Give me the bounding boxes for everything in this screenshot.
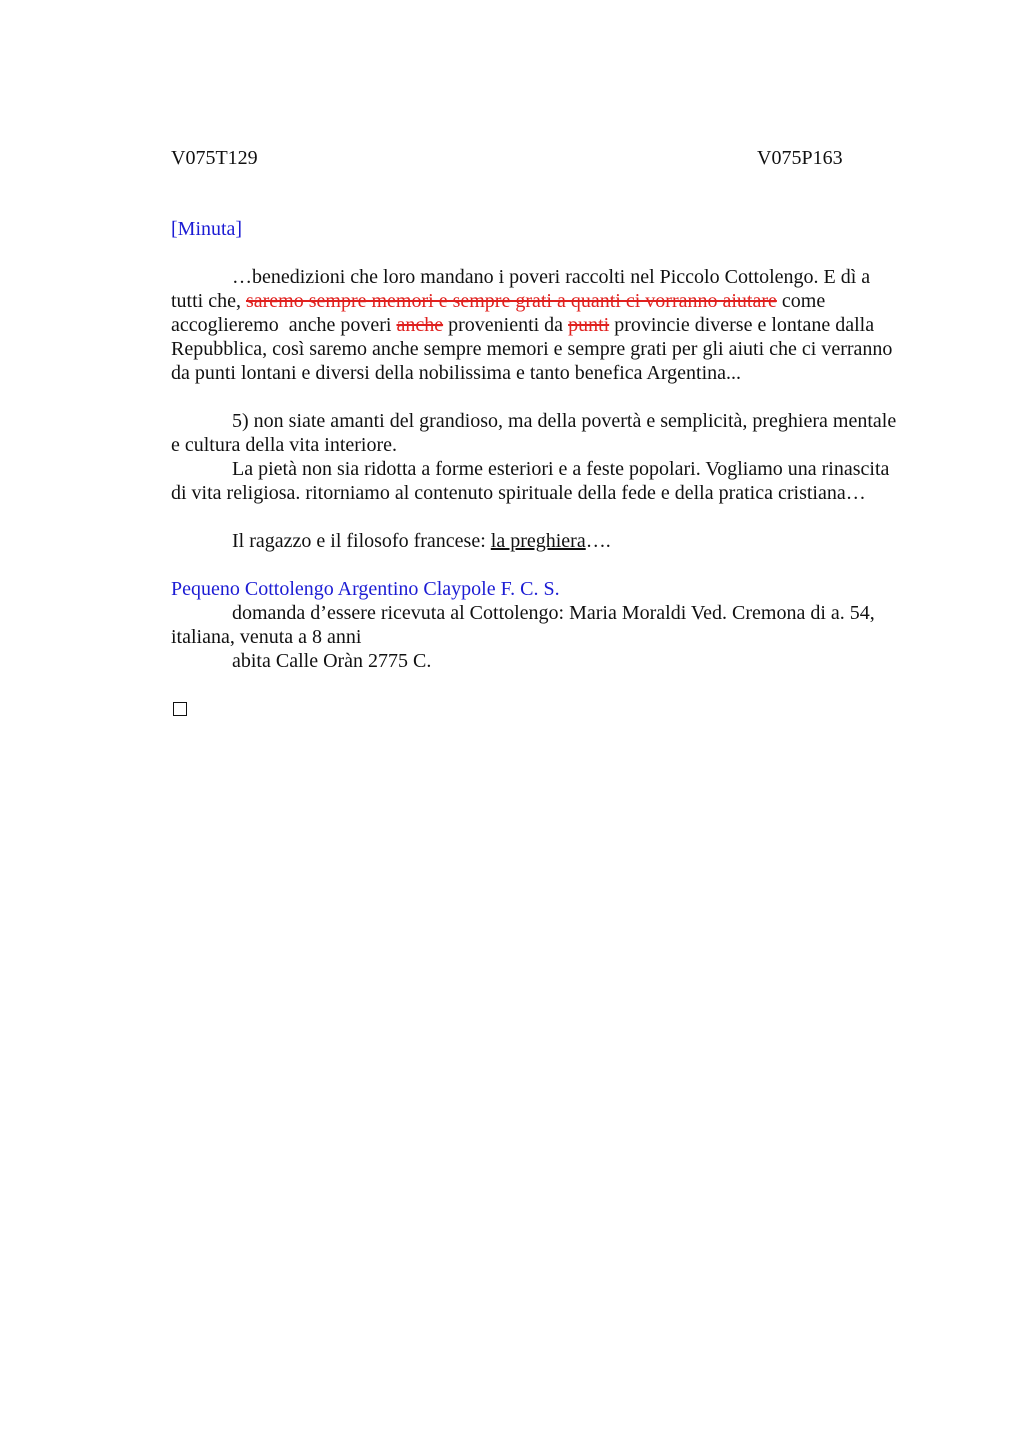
checkbox-square-icon — [173, 702, 187, 716]
struck-text: saremo sempre memori e sempre grati a quanti ci vorranno aiutare — [245, 290, 777, 312]
document-page — [171, 140, 921, 721]
paragraph-1-line-1: …benedizioni che loro mandano i poveri raccolti nel Piccolo Cottolengo. E dì a — [232, 266, 871, 288]
minuta-label: [Minuta] — [171, 218, 243, 240]
paragraph-2-line-2: e cultura della vita interiore. — [171, 434, 398, 456]
paragraph-1-line-4: Repubblica, così saremo anche sempre memori e sempre grati per gli aiuti che ci verranno — [171, 338, 893, 360]
text-segment: provincie diverse e lontane dalla — [609, 314, 875, 336]
end-marker — [171, 697, 921, 721]
section-title: Pequeno Cottolengo Argentino Claypole F. C. S. — [171, 578, 560, 600]
paragraph-3 — [171, 529, 921, 553]
text-segment: come — [776, 290, 826, 312]
paragraph-1-line-5: da punti lontani e diversi della nobilissima e tanto benefica Argentina... — [171, 362, 742, 384]
text-segment: …. — [585, 530, 611, 552]
paragraph-1-line-3 — [171, 313, 921, 337]
paragraph-1 — [171, 265, 921, 385]
left-code: V075T129 — [171, 147, 258, 169]
section-line-2: italiana, venuta a 8 anni — [171, 626, 362, 648]
underlined-text: la preghiera — [490, 530, 586, 552]
document-header — [171, 140, 921, 169]
text-segment: accoglieremo anche poveri — [171, 314, 397, 336]
text-segment: provenienti da — [443, 314, 569, 336]
section-cottolengo — [171, 577, 921, 673]
paragraph-2 — [171, 409, 921, 505]
text-segment: tutti che, — [171, 290, 246, 312]
paragraph-2-line-1: 5) non siate amanti del grandioso, ma della povertà e semplicità, preghiera mentale — [232, 410, 897, 432]
section-line-1: domanda d’essere ricevuta al Cottolengo: Maria Moraldi Ved. Cremona di a. 54, — [232, 602, 875, 624]
paragraph-2-line-4: di vita religiosa. ritorniamo al contenuto spirituale della fede e della pratica cristiana… — [171, 482, 866, 504]
paragraph-2-line-3: La pietà non sia ridotta a forme esteriori e a feste popolari. Vogliamo una rinascita — [232, 458, 890, 480]
section-line-3: abita Calle Oràn 2775 C. — [232, 650, 432, 672]
paragraph-1-line-2 — [171, 289, 921, 313]
text-segment: Il ragazzo e il filosofo francese: — [232, 530, 491, 552]
struck-text: punti — [568, 314, 610, 336]
struck-text: anche — [396, 314, 444, 336]
right-code: V075P163 — [757, 147, 843, 169]
